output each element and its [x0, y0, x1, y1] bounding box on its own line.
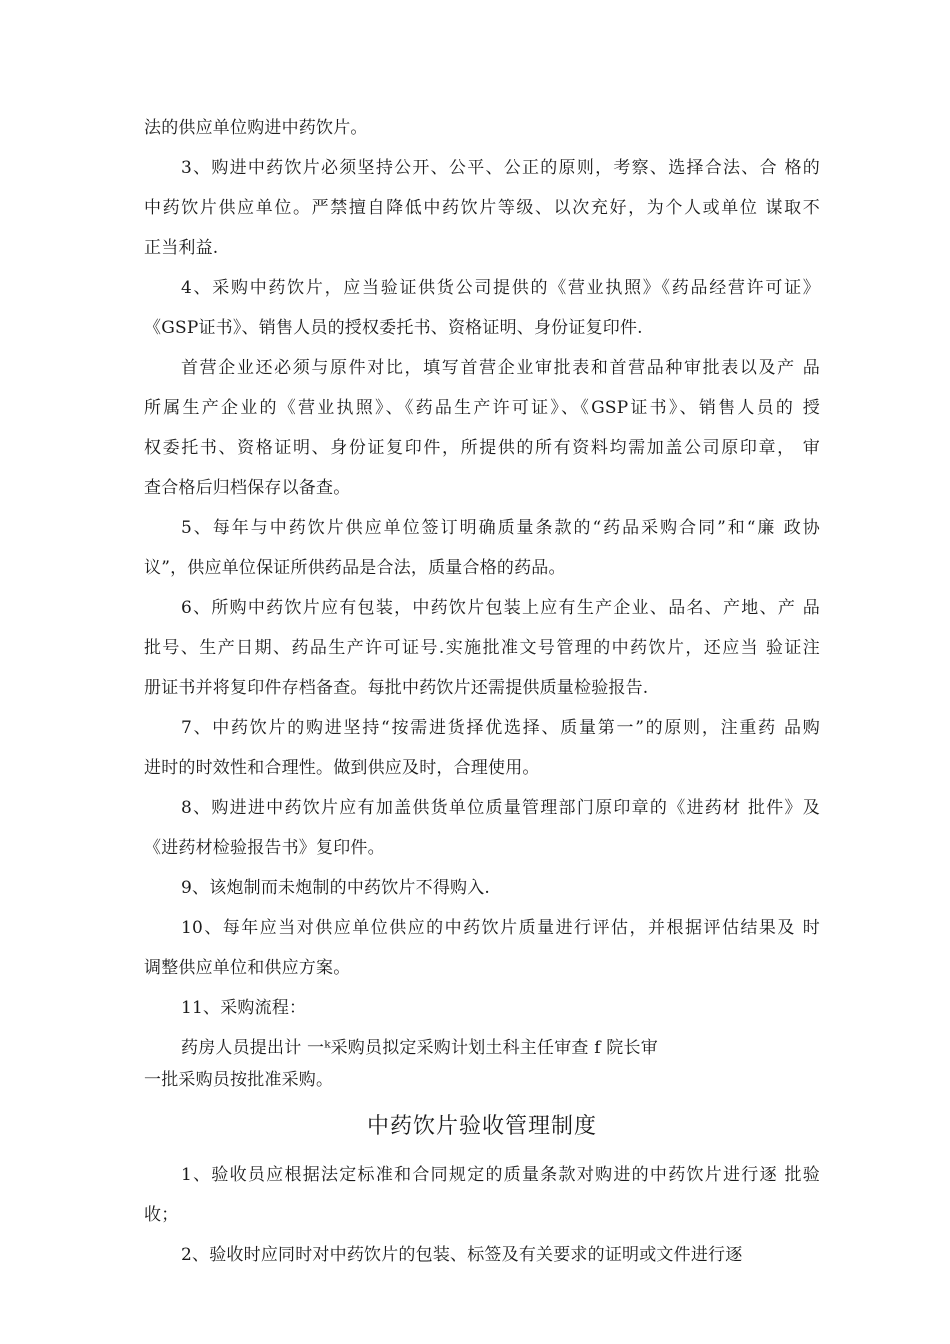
text-line: 首营企业还必须与原件对比，填写首营企业审批表和首营品种审批表以及产 品: [181, 358, 820, 378]
text-line: 正当利益.: [144, 238, 219, 258]
text-line: 收；: [144, 1205, 179, 1225]
text-line: 一批采购员按批准采购。: [144, 1070, 334, 1090]
text-line: 6、所购中药饮片应有包装，中药饮片包装上应有生产企业、品名、产地、产 品: [181, 598, 820, 618]
text-line: 3、购进中药饮片必须坚持公开、公平、公正的原则，考察、选择合法、合 格的: [181, 158, 820, 178]
text-line: 10、每年应当对供应单位供应的中药饮片质量进行评估，并根据评估结果及 时: [181, 918, 820, 938]
text-line: 2、验收时应同时对中药饮片的包装、标签及有关要求的证明或文件进行逐: [181, 1245, 743, 1265]
text-line: 中药饮片供应单位。严禁擅自降低中药饮片等级、以次充好，为个人或单位 谋取不: [144, 198, 820, 218]
text-line: 查合格后归档保存以备查。: [144, 478, 351, 498]
text-line: 9、该炮制而未炮制的中药饮片不得购入.: [181, 878, 491, 898]
text-line: 5、每年与中药饮片供应单位签订明确质量条款的“药品采购合同”和“廉 政协: [181, 518, 820, 538]
text-line: 批号、生产日期、药品生产许可证号.实施批准文号管理的中药饮片，还应当 验证注: [144, 638, 820, 658]
text-line: 册证书并将复印件存档备查。每批中药饮片还需提供质量检验报告.: [144, 678, 649, 698]
text-line: 11、采购流程：: [181, 998, 307, 1018]
text-line: 所属生产企业的《营业执照》、《药品生产许可证》、《GSP证书》、销售人员的 授: [144, 398, 820, 418]
text-line: 7、中药饮片的购进坚持“按需进货择优选择、质量第一”的原则，注重药 品购: [181, 718, 820, 738]
text-line: 议”，供应单位保证所供药品是合法，质量合格的药品。: [144, 558, 566, 578]
text-line: 8、购进进中药饮片应有加盖供货单位质量管理部门原印章的《进药材 批件》及: [181, 798, 820, 818]
text-line: 《GSP证书》、销售人员的授权委托书、资格证明、身份证复印件.: [144, 318, 643, 338]
text-line: 进时的时效性和合理性。做到供应及时，合理使用。: [144, 758, 540, 778]
text-line: 法的供应单位购进中药饮片。: [144, 118, 368, 138]
text-line: 4、采购中药饮片，应当验证供货公司提供的《营业执照》《药品经营许可证》: [181, 278, 820, 298]
text-line: 权委托书、资格证明、身份证复印件，所提供的所有资料均需加盖公司原印章， 审: [144, 438, 820, 458]
text-line: 1、验收员应根据法定标准和合同规定的质量条款对购进的中药饮片进行逐 批验: [181, 1165, 820, 1185]
text-line: 药房人员提出计 一ᵏ采购员拟定采购计划土科主任审查 f 院长审: [181, 1038, 658, 1058]
text-line: 调整供应单位和供应方案。: [144, 958, 351, 978]
section-title: 中药饮片验收管理制度: [366, 1114, 597, 1139]
text-line: 《进药材检验报告书》复印件。: [144, 838, 385, 858]
